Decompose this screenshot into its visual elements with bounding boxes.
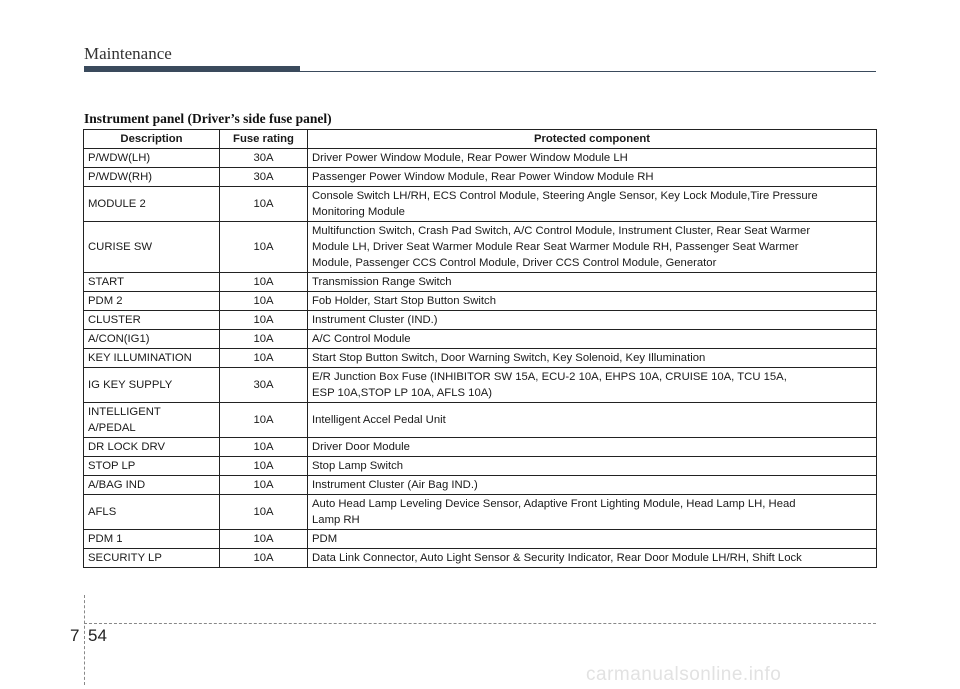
crop-guide-vertical: [84, 595, 85, 685]
fuse-rating-cell: 10A: [220, 330, 308, 349]
column-header-description: Description: [84, 130, 220, 149]
fuse-rating-cell: 10A: [220, 311, 308, 330]
table-row: [84, 349, 877, 368]
protected-component-cell: Fob Holder, Start Stop Button Switch: [308, 292, 877, 311]
section-title: Instrument panel (Driver’s side fuse panel): [84, 111, 332, 126]
protected-component-cell: A/C Control Module: [308, 330, 877, 349]
protected-component-cell: Driver Door Module: [308, 438, 877, 457]
protected-component-cell: Instrument Cluster (IND.): [308, 311, 877, 330]
protected-component-cell: Start Stop Button Switch, Door Warning Switch, Key Solenoid, Key Illumination: [308, 349, 877, 368]
crop-guide-horizontal: [84, 623, 876, 624]
fuse-description-cell: AFLS: [84, 495, 220, 530]
chapter-number: 7: [70, 626, 80, 645]
column-header-protected-component: Protected component: [308, 130, 877, 149]
fuse-rating-cell: 10A: [220, 349, 308, 368]
fuse-description-cell: START: [84, 273, 220, 292]
fuse-rating-cell: 30A: [220, 168, 308, 187]
fuse-description-cell: CLUSTER: [84, 311, 220, 330]
fuse-description-cell: PDM 1: [84, 530, 220, 549]
table-row: [84, 476, 877, 495]
table-header-row: [84, 130, 877, 149]
table-row: [84, 222, 877, 273]
table-row: [84, 168, 877, 187]
fuse-rating-cell: 10A: [220, 549, 308, 568]
fuse-rating-cell: 10A: [220, 403, 308, 438]
protected-component-cell: Driver Power Window Module, Rear Power Window Module LH: [308, 149, 877, 168]
table-row: [84, 311, 877, 330]
fuse-rating-cell: 10A: [220, 457, 308, 476]
fuse-description-cell: IG KEY SUPPLY: [84, 368, 220, 403]
fuse-rating-cell: 10A: [220, 222, 308, 273]
protected-component-cell: Multifunction Switch, Crash Pad Switch, A/C Control Module, Instrument Cluster, Rear Seat Warmer Module LH, Driver Seat Warmer Module Rear Seat Warmer Module RH, Passenger Seat Warmer Module, Passenger CCS Control Module, Driver CCS Control Module, Generator: [308, 222, 877, 273]
fuse-description-cell: CURISE SW: [84, 222, 220, 273]
fuse-rating-cell: 10A: [220, 273, 308, 292]
fuse-table: [83, 129, 877, 568]
fuse-rating-cell: 30A: [220, 368, 308, 403]
fuse-description-cell: P/WDW(LH): [84, 149, 220, 168]
fuse-rating-cell: 10A: [220, 476, 308, 495]
table-row: [84, 368, 877, 403]
protected-component-cell: Passenger Power Window Module, Rear Power Window Module RH: [308, 168, 877, 187]
page-number: 54: [88, 626, 107, 645]
table-row: [84, 530, 877, 549]
fuse-table-body: [84, 149, 877, 568]
protected-component-cell: Console Switch LH/RH, ECS Control Module, Steering Angle Sensor, Key Lock Module,Tire Pressure Monitoring Module: [308, 187, 877, 222]
table-row: [84, 457, 877, 476]
fuse-description-cell: INTELLIGENT A/PEDAL: [84, 403, 220, 438]
column-header-fuse-rating: Fuse rating: [220, 130, 308, 149]
fuse-description-cell: A/BAG IND: [84, 476, 220, 495]
protected-component-cell: Data Link Connector, Auto Light Sensor & Security Indicator, Rear Door Module LH/RH, Shift Lock: [308, 549, 877, 568]
header-rule-thick: [84, 66, 300, 72]
protected-component-cell: Transmission Range Switch: [308, 273, 877, 292]
header-rule-thin: [300, 71, 876, 72]
table-row: [84, 149, 877, 168]
fuse-description-cell: A/CON(IG1): [84, 330, 220, 349]
protected-component-cell: Intelligent Accel Pedal Unit: [308, 403, 877, 438]
fuse-rating-cell: 10A: [220, 187, 308, 222]
fuse-rating-cell: 10A: [220, 292, 308, 311]
watermark: carmanualsonline.info: [586, 664, 782, 685]
protected-component-cell: Stop Lamp Switch: [308, 457, 877, 476]
fuse-description-cell: P/WDW(RH): [84, 168, 220, 187]
table-row: [84, 438, 877, 457]
table-row: [84, 187, 877, 222]
fuse-description-cell: PDM 2: [84, 292, 220, 311]
fuse-description-cell: KEY ILLUMINATION: [84, 349, 220, 368]
table-row: [84, 495, 877, 530]
fuse-rating-cell: 10A: [220, 530, 308, 549]
table-row: [84, 273, 877, 292]
page-header-title: Maintenance: [84, 44, 172, 63]
table-row: [84, 292, 877, 311]
fuse-rating-cell: 10A: [220, 438, 308, 457]
table-row: [84, 549, 877, 568]
table-row: [84, 403, 877, 438]
fuse-description-cell: DR LOCK DRV: [84, 438, 220, 457]
protected-component-cell: Auto Head Lamp Leveling Device Sensor, Adaptive Front Lighting Module, Head Lamp LH, Head Lamp RH: [308, 495, 877, 530]
fuse-description-cell: STOP LP: [84, 457, 220, 476]
fuse-description-cell: SECURITY LP: [84, 549, 220, 568]
protected-component-cell: PDM: [308, 530, 877, 549]
protected-component-cell: Instrument Cluster (Air Bag IND.): [308, 476, 877, 495]
fuse-rating-cell: 10A: [220, 495, 308, 530]
table-row: [84, 330, 877, 349]
fuse-rating-cell: 30A: [220, 149, 308, 168]
protected-component-cell: E/R Junction Box Fuse (INHIBITOR SW 15A, ECU-2 10A, EHPS 10A, CRUISE 10A, TCU 15A, ESP 10A,STOP LP 10A, AFLS 10A): [308, 368, 877, 403]
fuse-description-cell: MODULE 2: [84, 187, 220, 222]
